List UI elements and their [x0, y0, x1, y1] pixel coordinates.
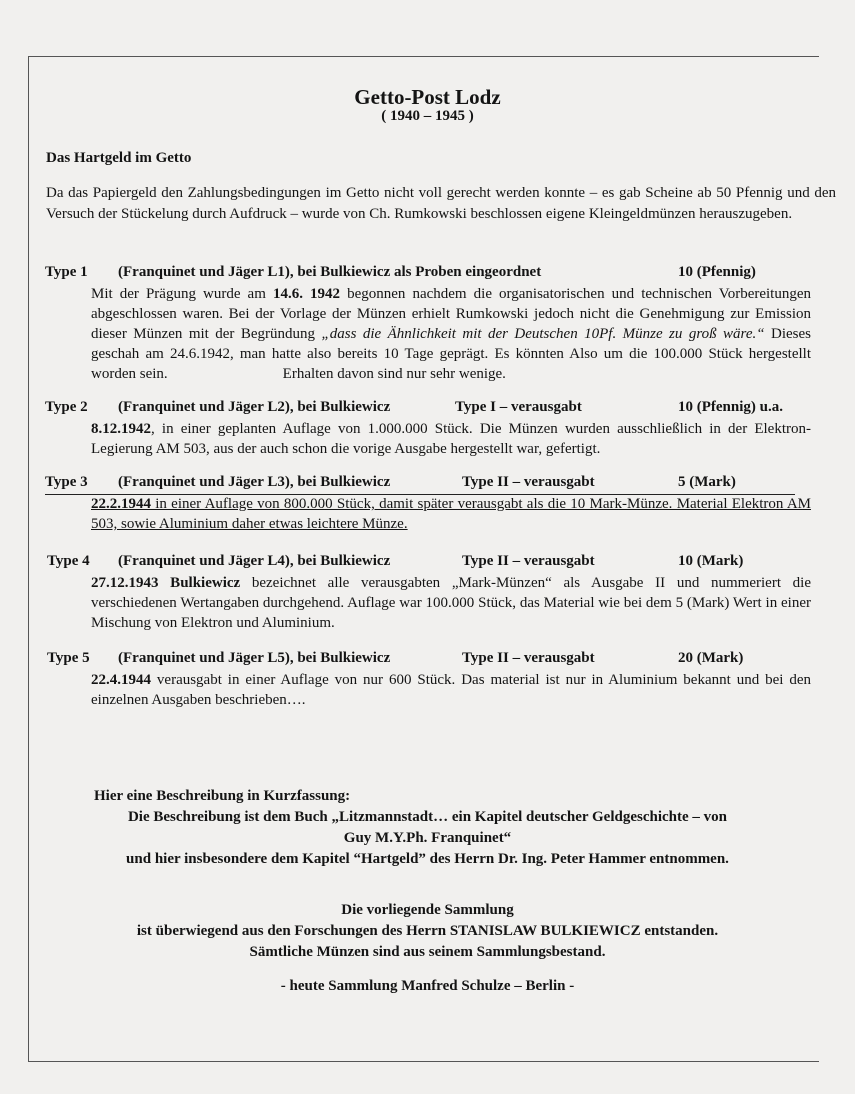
- summary-chapter: und hier insbesondere dem Kapitel “Hartgeld” des Herrn Dr. Ing. Peter Hammer entnommen.: [126, 851, 729, 867]
- type-body: [91, 494, 811, 534]
- type-body: [91, 670, 811, 710]
- body-date: 22.2.1944: [91, 496, 151, 512]
- summary-source: Die Beschreibung ist dem Buch „Litzmannstadt… ein Kapitel deutscher Geldgeschichte – von: [127, 809, 728, 825]
- type-label: Type 1: [45, 264, 88, 280]
- summary-author: Guy M.Y.Ph. Franquinet“: [343, 830, 512, 846]
- body-quote: „dass die Ähnlichkeit mit der Deutschen 10Pf. Münze zu groß wäre.“: [321, 326, 765, 342]
- type-label: Type 2: [45, 399, 88, 415]
- collection-origin: ist überwiegend aus den Forschungen des Herrn STANISLAW BULKIEWICZ entstanden.: [136, 923, 719, 939]
- type-issue: Type II – verausgabt: [462, 650, 595, 666]
- type-body: [91, 419, 811, 459]
- summary-block: [0, 786, 855, 870]
- type-issue: Type I – verausgabt: [455, 399, 582, 415]
- type-2-entry: [0, 399, 811, 459]
- body-text: verausgabt in einer Auflage von nur 600 Stück. Das material ist nur in Aluminium bekannt und bei den einzelnen Ausgaben beschrieben….: [91, 672, 811, 708]
- body-date: 22.4.1944: [91, 672, 151, 688]
- type-description: (Franquinet und Jäger L2), bei Bulkiewicz: [118, 399, 391, 415]
- type-3-entry: [0, 474, 811, 534]
- body-date: 14.6. 1942: [272, 286, 341, 302]
- type-body: [91, 284, 811, 384]
- type-body: [91, 573, 811, 633]
- type-label: Type 4: [47, 553, 90, 569]
- type-5-entry: [0, 650, 811, 710]
- type-value: 10 (Mark): [678, 553, 744, 569]
- body-text: , in einer geplanten Auflage von 1.000.000 Stück. Die Münzen wurden ausschließlich in der Elektron-Legierung AM 503, aus der auch schon die vorige Ausgabe hergestellt war, gefertigt.: [91, 421, 811, 457]
- page-years: ( 1940 – 1945 ): [381, 108, 474, 124]
- summary-heading: Hier eine Beschreibung in Kurzfassung:: [94, 788, 351, 804]
- collection-holdings: Sämtliche Münzen sind aus seinem Sammlungsbestand.: [249, 944, 606, 960]
- section-heading: Das Hartgeld im Getto: [46, 150, 192, 166]
- type-label: Type 5: [47, 650, 90, 666]
- body-date: 8.12.1942: [91, 421, 151, 437]
- collection-owner: - heute Sammlung Manfred Schulze – Berlin -: [280, 978, 575, 994]
- type-value: 5 (Mark): [678, 474, 736, 490]
- page-title: Getto-Post Lodz: [354, 85, 501, 109]
- type-4-entry: [0, 553, 811, 633]
- body-date: 27.12.1943 Bulkiewicz: [91, 575, 241, 591]
- type-1-entry: [0, 264, 811, 384]
- type-value: 20 (Mark): [678, 650, 744, 666]
- type-value: 10 (Pfennig) u.a.: [678, 399, 783, 415]
- collection-title: Die vorliegende Sammlung: [341, 902, 514, 918]
- body-text: Mit der Prägung wurde am: [91, 286, 273, 302]
- type-issue: Type II – verausgabt: [462, 474, 595, 490]
- body-text: bezeichnet alle verausgabten „Mark-Münzen“ als Ausgabe II und nummeriert die verschiedenen Wertangaben durchgehend. Auflage war 100.000 Stück, das Material wie bei dem 5 (Mark) Wert in einer Mischung von Elektron und Aluminium.: [91, 575, 811, 631]
- body-text: Dieses geschah am 24.6.1942, man hatte also bereits 10 Tage geprägt. Es könnten Also um die 100.000 Stück hergestellt worden sein.: [91, 326, 811, 382]
- type-description: (Franquinet und Jäger L1), bei Bulkiewicz als Proben eingeordnet: [118, 264, 542, 280]
- body-text: Erhalten davon sind nur sehr wenige.: [282, 366, 506, 382]
- type-description: (Franquinet und Jäger L5), bei Bulkiewicz: [118, 650, 391, 666]
- body-text: begonnen nachdem die organisatorischen und technischen Vorbereitungen abgeschlossen waren. Bei der Vorlage der Münzen erhielt Rumkowski jedoch nicht die Genehmigung zur Emission dieser Münzen mit der Begründung: [91, 286, 811, 342]
- type-label: Type 3: [45, 474, 88, 490]
- type-description: (Franquinet und Jäger L4), bei Bulkiewicz: [118, 553, 391, 569]
- type-issue: Type II – verausgabt: [462, 553, 595, 569]
- intro-paragraph: Da das Papiergeld den Zahlungsbedingungen im Getto nicht voll gerecht werden konnte – es gab Scheine ab 50 Pfennig und den Versuch der Stückelung durch Aufdruck – wurde von Ch. Rumkowski beschlossen eigene Kleingeldmünzen herauszugeben.: [46, 185, 836, 222]
- type-description: (Franquinet und Jäger L3), bei Bulkiewicz: [118, 474, 391, 490]
- collection-block: [0, 900, 855, 997]
- body-text: in einer Auflage von 800.000 Stück, damit später verausgabt als die 10 Mark-Münze. Material Elektron AM 503, sowie Aluminium daher etwas leichtere Münze.: [91, 496, 811, 532]
- type-value: 10 (Pfennig): [678, 264, 756, 280]
